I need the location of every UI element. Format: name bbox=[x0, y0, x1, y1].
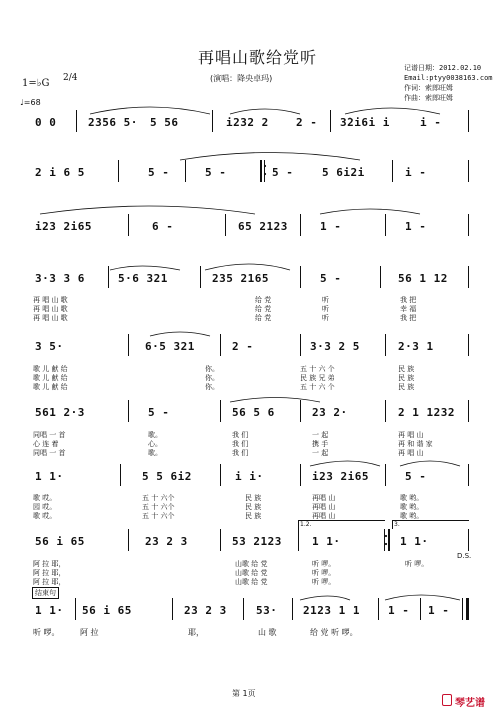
repeat-dot bbox=[264, 173, 266, 175]
lyric-verse-2: 我 们 bbox=[232, 440, 249, 448]
measure: 1 1· bbox=[400, 535, 429, 548]
lyric-verse-3: 歌。 bbox=[148, 449, 162, 457]
lyric-coda: 阿 拉 bbox=[80, 628, 99, 637]
lyric-verse-2: 再 唱 山 歌 bbox=[33, 305, 68, 313]
slur bbox=[400, 461, 460, 466]
lyric-coda: 耶， bbox=[188, 628, 204, 637]
measure: 1 1· bbox=[312, 535, 341, 548]
measure: 6·5 321 bbox=[145, 340, 195, 353]
slur bbox=[230, 398, 320, 403]
lyric-verse-3: 给 党 bbox=[255, 314, 272, 322]
lyric-verse-1: 民 族 bbox=[245, 494, 262, 502]
lyric-verse-1: 歌。 bbox=[148, 431, 162, 439]
brand-name: 琴艺谱 bbox=[455, 698, 485, 709]
measure: 5·6 321 bbox=[118, 272, 168, 285]
lyric-verse-1: 听 啰。 bbox=[405, 560, 429, 568]
measure: 3·3 2 5 bbox=[310, 340, 360, 353]
lyric-verse-3: 再 唱 山 bbox=[398, 449, 424, 457]
slur bbox=[180, 153, 360, 161]
measure: 56 i 65 bbox=[35, 535, 85, 548]
repeat-dot bbox=[385, 535, 387, 537]
lyric-verse-2: 歌 哟。 bbox=[400, 503, 424, 511]
slur bbox=[150, 332, 210, 336]
lyric-verse-1: 听 啰。 bbox=[312, 560, 336, 568]
lyric-verse-3: 听 bbox=[322, 314, 329, 322]
slur bbox=[310, 461, 380, 466]
lyric-verse-3: 再 唱 山 歌 bbox=[33, 314, 68, 322]
measure: 5 6i2i bbox=[322, 166, 365, 179]
lyric-verse-3: 阿 拉 耶， bbox=[33, 578, 66, 586]
lyric-verse-2: 阿 拉 耶， bbox=[33, 569, 66, 577]
slur bbox=[345, 108, 440, 114]
lyric-verse-3: 山歌 给 党 bbox=[235, 578, 268, 586]
lyric-verse-3: 歌 哟。 bbox=[400, 512, 424, 520]
lyric-verse-2: 民 族 bbox=[245, 503, 262, 511]
measure: 561 2·3 bbox=[35, 406, 85, 419]
volta-3: 3. bbox=[394, 521, 400, 528]
measure: i - bbox=[405, 166, 427, 179]
lyric-verse-3: 你。 bbox=[205, 383, 219, 391]
email: Email:ptyy0038163.com bbox=[404, 74, 493, 82]
measure: i23 2i65 bbox=[35, 220, 92, 233]
measure: 23 2 3 bbox=[145, 535, 188, 548]
measure: 2123 1 1 bbox=[303, 604, 360, 617]
page-number: 第 1页 bbox=[232, 689, 256, 698]
lyric-verse-1: 我 把 bbox=[400, 296, 417, 304]
lyric-verse-3: 同唱 一 首 bbox=[33, 449, 66, 457]
lyric-verse-2: 民 族 bbox=[398, 374, 415, 382]
lyric-verse-2: 五 十 六个 bbox=[142, 503, 175, 511]
measure: 0 0 bbox=[35, 116, 57, 129]
song-subtitle: (演唱：降央卓玛) bbox=[210, 74, 273, 83]
slur bbox=[205, 264, 290, 270]
lyric-verse-1: 山歌 给 党 bbox=[235, 560, 268, 568]
measure: 53· bbox=[256, 604, 278, 617]
measure: i232 2 bbox=[226, 116, 269, 129]
lyric-verse-1: 一 起 bbox=[312, 431, 329, 439]
lyric-verse-2: 心。 bbox=[148, 440, 162, 448]
measure: 1 - bbox=[320, 220, 342, 233]
lyric-verse-3: 再唱 山 bbox=[312, 512, 336, 520]
measure: 5 - bbox=[148, 166, 170, 179]
measure: 235 2165 bbox=[212, 272, 269, 285]
repeat-dot bbox=[264, 165, 266, 167]
lyric-verse-1: 再 唱 山 歌 bbox=[33, 296, 68, 304]
measure: 1 - bbox=[388, 604, 410, 617]
lyric-verse-2: 你。 bbox=[205, 374, 219, 382]
composer: 作曲：索郎旺姆 bbox=[404, 94, 453, 102]
key-signature: 1=♭G bbox=[22, 78, 50, 89]
slur bbox=[110, 266, 180, 270]
lyric-verse-2: 幸 福 bbox=[400, 305, 417, 313]
measure: 1 - bbox=[405, 220, 427, 233]
lyric-verse-3: 民 族 bbox=[398, 383, 415, 391]
lyric-verse-3: 五 十 六 个 bbox=[300, 383, 335, 391]
song-title: 再唱山歌给党听 bbox=[198, 48, 318, 67]
lyric-verse-1: 给 党 bbox=[255, 296, 272, 304]
measure: 3·3 3 6 bbox=[35, 272, 85, 285]
lyric-verse-2: 山歌 给 党 bbox=[235, 569, 268, 577]
lyric-verse-2: 携 手 bbox=[312, 440, 329, 448]
lyric-verse-2: 听 啰。 bbox=[312, 569, 336, 577]
lyric-verse-3: 五 十 六个 bbox=[142, 512, 175, 520]
measure: 3 5· bbox=[35, 340, 64, 353]
measure: i23 2i65 bbox=[312, 470, 369, 483]
slur bbox=[300, 596, 350, 600]
measure: 3̇2i6i i bbox=[340, 116, 390, 129]
lyric-verse-3: 听 啰。 bbox=[312, 578, 336, 586]
lyric-verse-2: 给 党 bbox=[255, 305, 272, 313]
measure: i - bbox=[420, 116, 442, 129]
lyric-verse-1: 民 族 bbox=[398, 365, 415, 373]
lyric-verse-2: 心 连 着 bbox=[33, 440, 59, 448]
lyric-verse-1: 阿 拉 耶， bbox=[33, 560, 66, 568]
tempo-marking: ♩=68 bbox=[20, 98, 41, 107]
repeat-dot bbox=[385, 543, 387, 545]
measure: 56 1 12 bbox=[398, 272, 448, 285]
measure: 5 - bbox=[320, 272, 342, 285]
lyric-verse-2: 再 和 谐 家 bbox=[398, 440, 433, 448]
lyric-verse-1: 再唱 山 bbox=[312, 494, 336, 502]
measure: 53 2123 bbox=[232, 535, 282, 548]
measure: 65 2123 bbox=[238, 220, 288, 233]
lyric-verse-3: 一 起 bbox=[312, 449, 329, 457]
lyric-verse-1: 歌 哎。 bbox=[33, 494, 57, 502]
brand-logo-icon bbox=[442, 694, 452, 706]
lyric-verse-1: 歌 儿 献 给 bbox=[33, 365, 68, 373]
measure: 2·3 1 bbox=[398, 340, 434, 353]
measure: 2 i 6 5 bbox=[35, 166, 85, 179]
lyric-verse-1: 五 十 六个 bbox=[142, 494, 175, 502]
lyric-verse-1: 我 们 bbox=[232, 431, 249, 439]
lyricist: 作词：索郎旺姆 bbox=[404, 84, 453, 92]
lyric-verse-1: 再 唱 山 bbox=[398, 431, 424, 439]
measure: 2 1 1232 bbox=[398, 406, 455, 419]
lyric-verse-3: 民 族 bbox=[245, 512, 262, 520]
lyric-verse-3: 歌 儿 献 给 bbox=[33, 383, 68, 391]
lyric-verse-3: 我 把 bbox=[400, 314, 417, 322]
measure: 1 1· bbox=[35, 470, 64, 483]
lyric-verse-3: 我 们 bbox=[232, 449, 249, 457]
lyric-coda: 听 啰。 bbox=[33, 628, 60, 637]
measure: 5 56 bbox=[150, 116, 179, 129]
lyric-verse-1: 五 十 六 个 bbox=[300, 365, 335, 373]
lyric-verse-2: 园 哎。 bbox=[33, 503, 57, 511]
lyric-verse-1: 你。 bbox=[205, 365, 219, 373]
lyric-coda: 给 党 听 啰。 bbox=[310, 628, 358, 637]
lyric-verse-2: 歌 儿 献 给 bbox=[33, 374, 68, 382]
volta-1-2: 1.2. bbox=[300, 521, 312, 528]
measure: 56 i 65 bbox=[82, 604, 132, 617]
lyric-verse-3: 歌 哎。 bbox=[33, 512, 57, 520]
measure: 1 1· bbox=[35, 604, 64, 617]
measure: 56 5 6 bbox=[232, 406, 275, 419]
measure: 5 5 6i2 bbox=[142, 470, 192, 483]
slur bbox=[90, 107, 210, 114]
slur bbox=[40, 206, 255, 214]
slur bbox=[385, 595, 460, 600]
slur bbox=[320, 209, 420, 214]
measure: 23 2 3 bbox=[184, 604, 227, 617]
lyric-verse-2: 民 族 兄 弟 bbox=[300, 374, 335, 382]
coda-label: 结束句 bbox=[32, 587, 59, 599]
dal-segno: D.S. bbox=[457, 552, 472, 560]
measure: 2 - bbox=[296, 116, 318, 129]
lyric-verse-1: 同唱 一 首 bbox=[33, 431, 66, 439]
measure: 2 - bbox=[232, 340, 254, 353]
lyric-verse-1: 听 bbox=[322, 296, 329, 304]
measure: 5 - bbox=[405, 470, 427, 483]
lyric-verse-2: 再唱 山 bbox=[312, 503, 336, 511]
measure: 5 - bbox=[205, 166, 227, 179]
measure: 1 - bbox=[428, 604, 450, 617]
lyric-verse-1: 歌 哟。 bbox=[400, 494, 424, 502]
measure: 5 - bbox=[272, 166, 294, 179]
record-date: 记谱日期：2012.02.10 bbox=[404, 64, 482, 72]
lyric-verse-2: 听 bbox=[322, 305, 329, 313]
lyric-coda: 山 歌 bbox=[258, 628, 277, 637]
measure: 5 - bbox=[148, 406, 170, 419]
measure: 23 2· bbox=[312, 406, 348, 419]
measure: i i· bbox=[235, 470, 264, 483]
time-signature: 2/4 bbox=[63, 73, 78, 83]
measure: 2356 5· bbox=[88, 116, 138, 129]
slur bbox=[230, 109, 300, 114]
measure: 6 - bbox=[152, 220, 174, 233]
